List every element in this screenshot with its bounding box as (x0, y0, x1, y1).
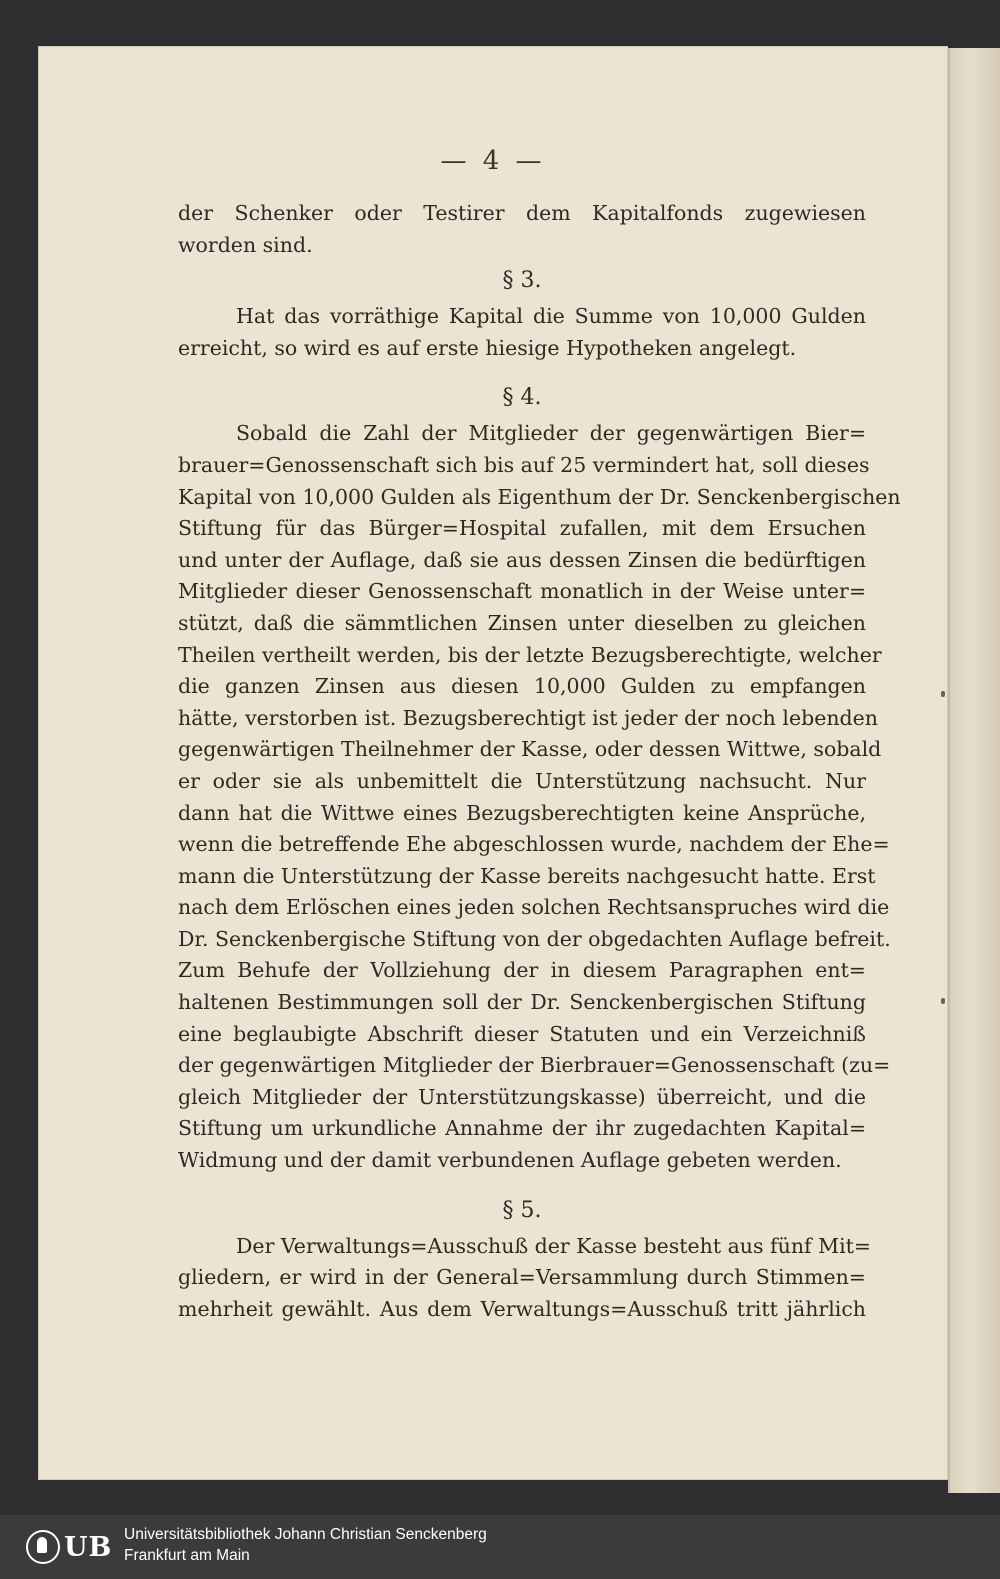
text-line: wenn die betreffende Ehe abgeschlossen wurde, nachdem der Ehe= (178, 832, 890, 857)
library-seal-icon (26, 1530, 60, 1564)
text-line: eine beglaubigte Abschrift dieser Statuten und ein Verzeichniß (178, 1021, 866, 1046)
text-line: Mitglieder dieser Genossenschaft monatlich in der Weise unter= (178, 579, 866, 604)
page-number: — 4 — (440, 146, 546, 176)
ub-logo-text: UB (64, 1531, 113, 1563)
text-line: mann die Unterstützung der Kasse bereits nachgesucht hatte. Erst (178, 863, 876, 888)
text-line: brauer=Genossenschaft sich bis auf 25 vermindert hat, soll dieses (178, 452, 870, 477)
text-line: Stiftung für das Bürger=Hospital zufallen, mit dem Ersuchen (178, 516, 866, 541)
ub-logo[interactable] (26, 1525, 116, 1569)
text-line: die ganzen Zinsen aus diesen 10,000 Gulden zu empfangen (178, 674, 866, 699)
section-heading-5: § 5. (502, 1197, 542, 1223)
text-line: Theilen vertheilt werden, bis der letzte Bezugsberechtigte, welcher (178, 642, 882, 667)
text-line: hätte, verstorben ist. Bezugsberechtigt ist jeder der noch lebenden (178, 705, 878, 730)
section-heading-3: § 3. (502, 268, 542, 294)
text-line: er oder sie als unbemittelt die Unterstützung nachsucht. Nur (178, 768, 866, 793)
text-line: worden sind. (178, 232, 313, 257)
document-page (38, 46, 948, 1480)
text-line: dann hat die Wittwe eines Bezugsberechtigten keine Ansprüche, (178, 800, 866, 825)
library-footer (0, 1515, 1000, 1579)
text-line: Widmung und der damit verbundenen Auflage gebeten werden. (178, 1148, 842, 1173)
text-line: nach dem Erlöschen eines jeden solchen Rechtsanspruches wird die (178, 895, 890, 920)
text-line: Sobald die Zahl der Mitglieder der gegenwärtigen Bier= (236, 421, 866, 446)
text-line: haltenen Bestimmungen soll der Dr. Senckenbergischen Stiftung (178, 990, 866, 1015)
page-text (178, 198, 901, 1325)
library-name-line2: Frankfurt am Main (124, 1547, 250, 1564)
next-page-edge (948, 48, 1000, 1493)
text-line: Kapital von 10,000 Gulden als Eigenthum der Dr. Senckenbergischen (178, 484, 901, 509)
text-line: der Schenker oder Testirer dem Kapitalfonds zugewiesen (178, 201, 866, 225)
text-line: Der Verwaltungs=Ausschuß der Kasse besteht aus fünf Mit= (236, 1233, 872, 1258)
text-line: stützt, daß die sämmtlichen Zinsen unter dieselben zu gleichen (178, 610, 866, 635)
text-line: mehrheit gewählt. Aus dem Verwaltungs=Ausschuß tritt jährlich (178, 1296, 866, 1321)
text-line: gleich Mitglieder der Unterstützungskasse) überreicht, und die (178, 1084, 866, 1109)
section-heading-4: § 4. (502, 385, 542, 411)
text-line: gliedern, er wird in der General=Versammlung durch Stimmen= (178, 1265, 866, 1290)
paper-speck (941, 998, 945, 1004)
text-line: der gegenwärtigen Mitglieder der Bierbrauer=Genossenschaft (zu= (178, 1053, 891, 1078)
text-line: Zum Behufe der Vollziehung der in diesem Paragraphen ent= (178, 958, 866, 983)
library-name-line1: Universitätsbibliothek Johann Christian Senckenberg (124, 1526, 487, 1543)
text-line: und unter der Auflage, daß sie aus dessen Zinsen die bedürftigen (178, 547, 866, 572)
library-name (124, 1524, 487, 1566)
text-line: gegenwärtigen Theilnehmer der Kasse, oder dessen Wittwe, sobald (178, 737, 882, 762)
paper-speck (941, 691, 945, 697)
text-line: Stiftung um urkundliche Annahme der ihr zugedachten Kapital= (178, 1116, 866, 1141)
text-line: erreicht, so wird es auf erste hiesige Hypotheken angelegt. (178, 335, 797, 360)
text-line: Hat das vorräthige Kapital die Summe von 10,000 Gulden (236, 304, 866, 329)
text-line: Dr. Senckenbergische Stiftung von der obgedachten Auflage befreit. (178, 926, 891, 951)
